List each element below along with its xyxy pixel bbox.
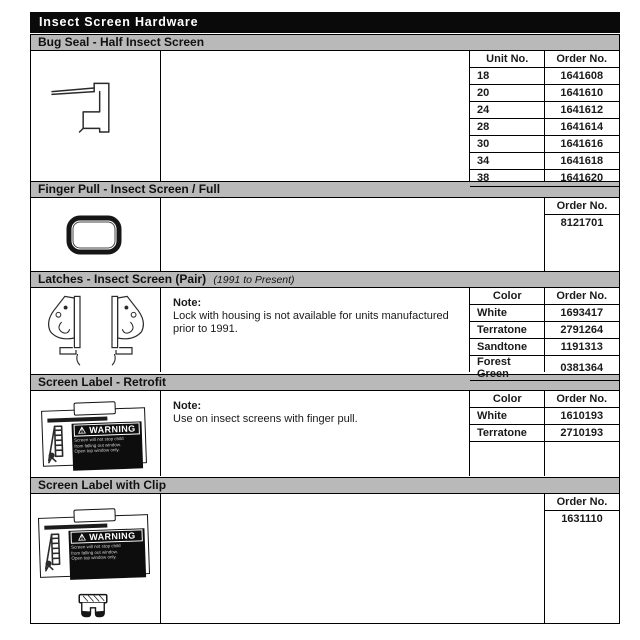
section-heading-note: (1991 to Present): [213, 274, 295, 286]
empty-cell: [161, 198, 544, 271]
table-row: [545, 511, 619, 528]
table-cell: 30: [470, 136, 545, 153]
table-cell: 1693417: [545, 305, 620, 322]
page-title: Insect Screen Hardware: [30, 12, 620, 33]
warning-triangle-icon: ⚠: [77, 532, 87, 543]
column-header: Order No.: [545, 494, 619, 511]
note-cell: [161, 391, 469, 476]
column-header: Color: [470, 288, 545, 305]
table-cell: 1631110: [561, 513, 603, 525]
table-cell: 1641614: [545, 119, 620, 136]
empty-cell: [161, 494, 544, 623]
section-bar-bug-seal: [31, 34, 619, 51]
falling-child-pictogram: [46, 424, 74, 472]
latch-pair-icon: [44, 291, 148, 369]
table-cell: 2710193: [545, 425, 620, 442]
parts-table-container: [544, 198, 619, 271]
table-cell: White: [470, 305, 545, 322]
section-body-bug-seal: [31, 51, 619, 184]
warning-triangle-icon: ⚠: [77, 425, 87, 436]
table-cell: White: [470, 408, 545, 425]
table-cell: Forest Green: [470, 356, 545, 381]
table-cell: 28: [470, 119, 545, 136]
section-heading: Screen Label - Retrofit: [38, 375, 167, 389]
table-cell: 18: [470, 68, 545, 85]
finger-pull-icon: [61, 210, 131, 264]
table-cell: Sandtone: [470, 339, 545, 356]
clip-parts-table: [545, 494, 619, 527]
table-cell: 1641610: [545, 85, 620, 102]
column-divider: [544, 391, 545, 476]
table-cell: 1610193: [545, 408, 620, 425]
parts-table-container: [469, 391, 619, 476]
table-cell: 1641608: [545, 68, 620, 85]
parts-table-container: [469, 288, 619, 380]
table-cell: 34: [470, 153, 545, 170]
note-text: Use on insect screens with finger pull.: [173, 413, 358, 425]
warning-text-box: ⚠ WARNING Screen will not stop child from falling out window. Open top window only.: [72, 421, 144, 470]
table-cell: 1641620: [545, 170, 620, 187]
section-body-latches: [31, 288, 619, 380]
column-header: Color: [470, 391, 545, 408]
note-title: Note:: [173, 297, 202, 309]
table-cell: 1641616: [545, 136, 620, 153]
section-heading: Latches - Insect Screen (Pair): [38, 272, 207, 286]
column-header: Order No.: [545, 288, 620, 305]
section-heading: Screen Label with Clip: [38, 478, 167, 492]
empty-cell: [161, 51, 469, 181]
column-header: Order No.: [545, 51, 620, 68]
product-image-cell: [31, 288, 161, 372]
column-header: Order No.: [545, 391, 620, 408]
section-heading: Finger Pull - Insect Screen / Full: [38, 182, 221, 196]
warning-label-icon: [41, 407, 147, 467]
label-top-strip: [44, 524, 107, 530]
column-header: Unit No.: [470, 51, 545, 68]
table-cell: 1191313: [545, 339, 620, 356]
column-divider: [544, 288, 545, 372]
product-image-cell: [31, 51, 161, 181]
table-cell: 20: [470, 85, 545, 102]
table-cell: 0381364: [545, 356, 620, 381]
section-body-screen-label-clip: [31, 494, 619, 623]
section-body-finger-pull: [31, 198, 619, 271]
column-divider: [544, 51, 545, 181]
falling-child-pictogram: [42, 531, 70, 581]
warning-header: ⚠ WARNING: [74, 422, 140, 436]
catalog-page: [30, 12, 620, 624]
table-cell: 1641612: [545, 102, 620, 119]
screen-clip-icon: [73, 592, 113, 626]
label-top-strip: [47, 417, 107, 423]
finger-pull-parts-table: [545, 198, 619, 231]
table-cell: 2791264: [545, 322, 620, 339]
column-header: Order No.: [545, 198, 619, 215]
table-cell: Terratone: [470, 425, 545, 442]
warning-header: ⚠ WARNING: [70, 529, 142, 544]
section-heading: Bug Seal - Half Insect Screen: [38, 35, 205, 49]
parts-table-container: [544, 494, 619, 623]
warning-text-box: ⚠ WARNING Screen will not stop child from falling out window. Open top window only.: [68, 528, 146, 580]
note-title: Note:: [173, 400, 202, 412]
table-row: [545, 215, 619, 232]
bug-seal-profile-icon: [41, 55, 151, 165]
section-body-screen-label-retrofit: [31, 391, 619, 476]
product-image-cell: [31, 198, 161, 271]
section-bar-screen-label-clip: [31, 477, 619, 494]
section-bar-latches: [31, 271, 619, 288]
table-cell: Terratone: [470, 322, 545, 339]
table-cell: 1641618: [545, 153, 620, 170]
product-image-cell: [31, 391, 161, 476]
parts-table-container: [469, 51, 619, 184]
table-cell: 24: [470, 102, 545, 119]
product-image-cell: [31, 494, 161, 623]
table-cell: 8121701: [560, 217, 604, 229]
note-text: Lock with housing is not available for units manufactured prior to 1991.: [173, 310, 449, 335]
note-cell: [161, 288, 469, 372]
label-tab: [73, 508, 115, 522]
label-tab: [73, 401, 115, 415]
table-cell: 38: [470, 170, 545, 187]
hardware-sheet: [30, 34, 620, 624]
warning-label-icon: [38, 514, 150, 578]
